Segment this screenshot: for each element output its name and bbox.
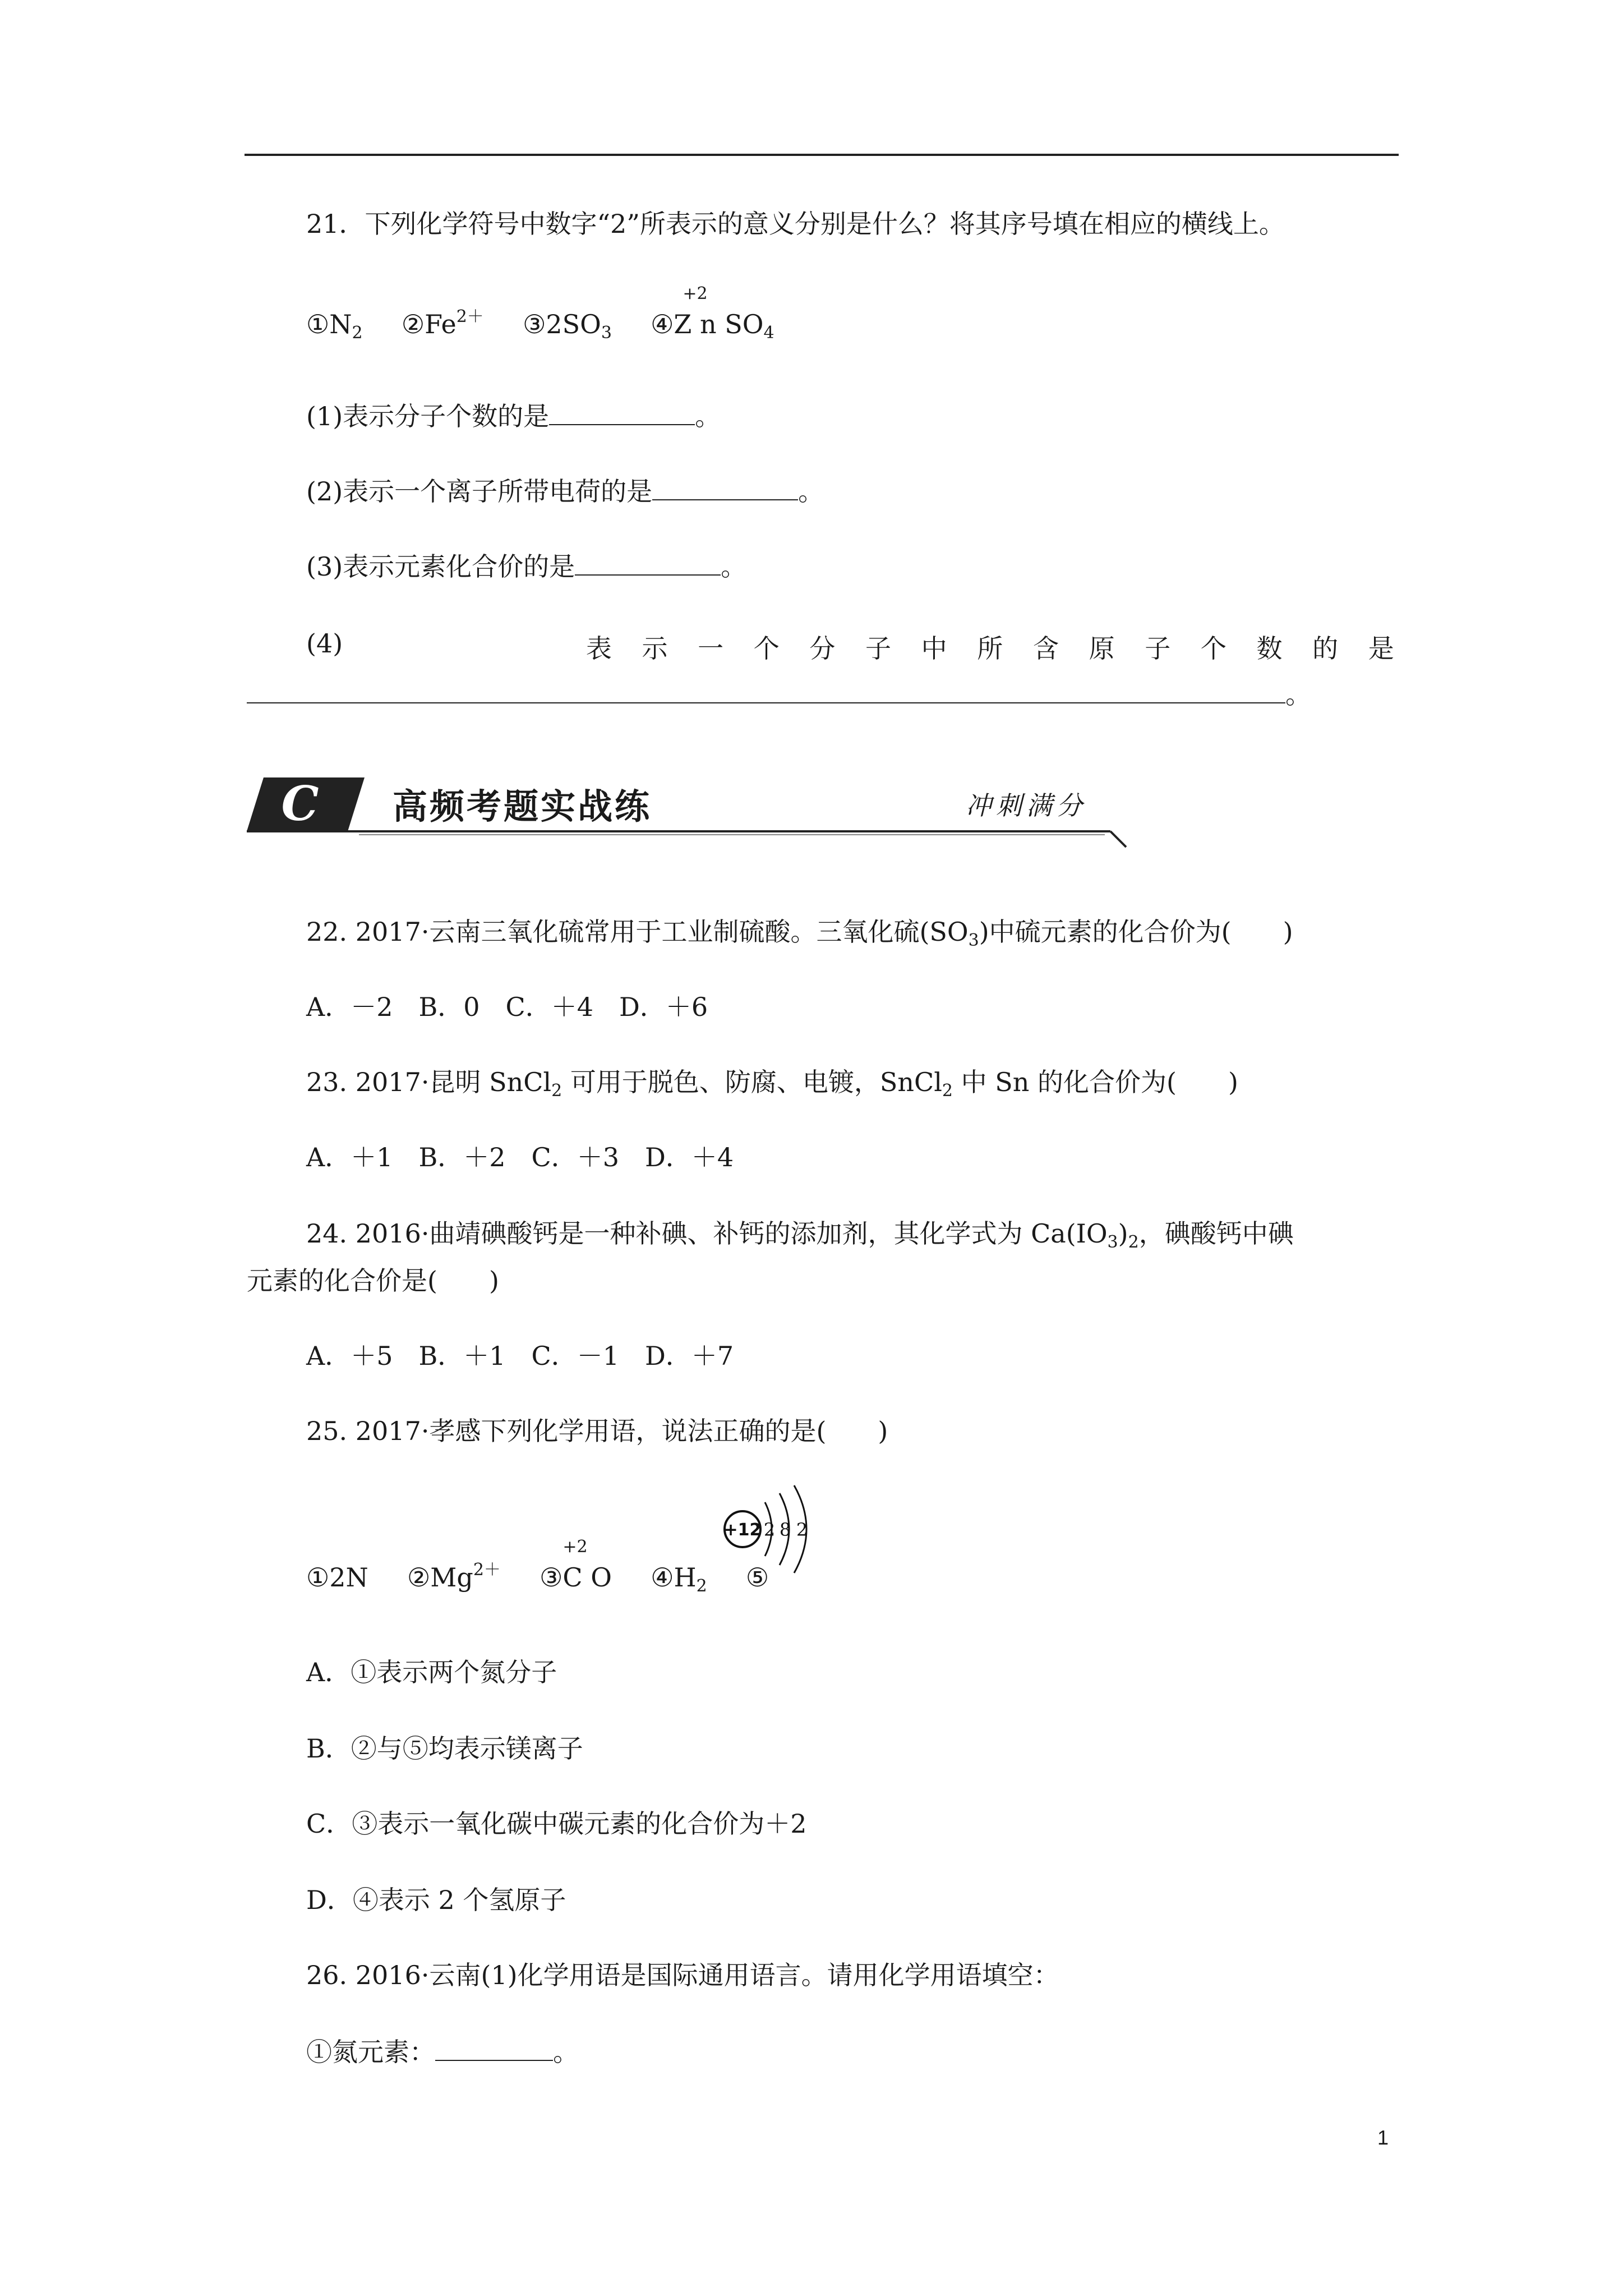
header-rule xyxy=(245,154,1399,156)
q25-option-a: A．①表示两个氮分子 xyxy=(306,1657,557,1687)
q21-stem: 21．下列化学符号中数字“2”所表示的意义分别是什么？将其序号填在相应的横线上。 xyxy=(306,209,1285,239)
q26-part-1: ①氮元素： 。 xyxy=(306,2037,579,2067)
q25-option-c: C．③表示一氧化碳中碳元素的化合价为＋2 xyxy=(306,1809,807,1839)
valence-mark: +2 xyxy=(562,1537,588,1557)
q24-stem-line2: 元素的化合价是( ) xyxy=(247,1266,499,1296)
q25-symbol-5: ⑤ xyxy=(745,1562,769,1593)
q25-symbol-1: ①2N xyxy=(306,1562,368,1593)
valence-mark: +2 xyxy=(683,284,708,303)
q25-option-d: D．④表示 2 个氢原子 xyxy=(306,1885,566,1915)
banner-subtitle: 冲刺满分 xyxy=(966,790,1087,821)
q25-symbol-3: ③ +2 C O xyxy=(540,1537,612,1593)
answer-blank[interactable] xyxy=(435,2039,553,2061)
q21-part-3: (3)表示元素化合价的是 。 xyxy=(306,551,747,582)
shell-electrons: 2 xyxy=(796,1519,808,1540)
q24-options: A．＋5 B．＋1 C．－1 D．＋7 xyxy=(306,1341,734,1371)
q25-option-b: B．②与⑤均表示镁离子 xyxy=(306,1733,583,1764)
q26-stem: 26. 2016·云南(1)化学用语是国际通用语言。请用化学用语填空： xyxy=(306,1960,1059,1990)
answer-blank[interactable] xyxy=(575,553,721,576)
q21-part-4-line2: 。 xyxy=(247,681,1311,707)
shell-electrons: 2 xyxy=(763,1519,776,1540)
answer-blank[interactable] xyxy=(549,403,695,425)
q21-part-1: (1)表示分子个数的是 。 xyxy=(306,401,721,431)
atom-structure-diagram xyxy=(720,1473,821,1580)
answer-blank[interactable] xyxy=(652,478,798,500)
q23-options: A．＋1 B．＋2 C．＋3 D．＋4 xyxy=(306,1142,734,1172)
page-number: 1 xyxy=(1377,2126,1389,2149)
q21-symbol-1: $①N_2$ xyxy=(306,309,363,343)
q21-symbols xyxy=(306,284,774,343)
banner-letter: C xyxy=(281,776,319,831)
q25-symbols xyxy=(306,1537,769,1596)
q21-symbol-4: ④ +2 Z n $SO_4$ xyxy=(651,284,774,343)
shell-electrons: 8 xyxy=(779,1519,791,1540)
q21-symbol-2: $②Fe^{2+}$ xyxy=(401,307,484,339)
banner-title: 高频考题实战练 xyxy=(393,786,652,827)
q21-part-4-line1: (4) 表 示 一 个 分 子 中 所 含 原 子 个 数 的 是 xyxy=(306,628,1394,664)
q23-stem: 23. 2017·昆明 SnCl$_2$ 可用于脱色、防腐、电镀，SnCl$_2$ 中 Sn 的化合价为( ) xyxy=(306,1067,1238,1101)
answer-blank[interactable] xyxy=(247,681,1285,703)
q21-part-2: (2)表示一个离子所带电荷的是 。 xyxy=(306,476,824,507)
q22-options: A．－2 B．0 C．＋4 D．＋6 xyxy=(306,992,708,1022)
q21-symbol-3: $③2SO_3$ xyxy=(523,309,612,343)
q24-stem: 24. 2016·曲靖碘酸钙是一种补碘、补钙的添加剂，其化学式为 $Ca(IO_3)_2$，碘酸钙中碘 xyxy=(306,1218,1294,1252)
q22-stem: 22. 2017·云南三氧化硫常用于工业制硫酸。三氧化硫$(SO_3)$中硫元素的化合价为( ) xyxy=(306,917,1293,950)
q25-symbol-4: $④H_2$ xyxy=(651,1562,707,1596)
q25-symbol-2: $②Mg^{2+}$ xyxy=(407,1560,501,1593)
q25-stem: 25. 2017·孝感下列化学用语，说法正确的是( ) xyxy=(306,1416,888,1446)
nucleus-charge: +12 xyxy=(723,1520,762,1540)
